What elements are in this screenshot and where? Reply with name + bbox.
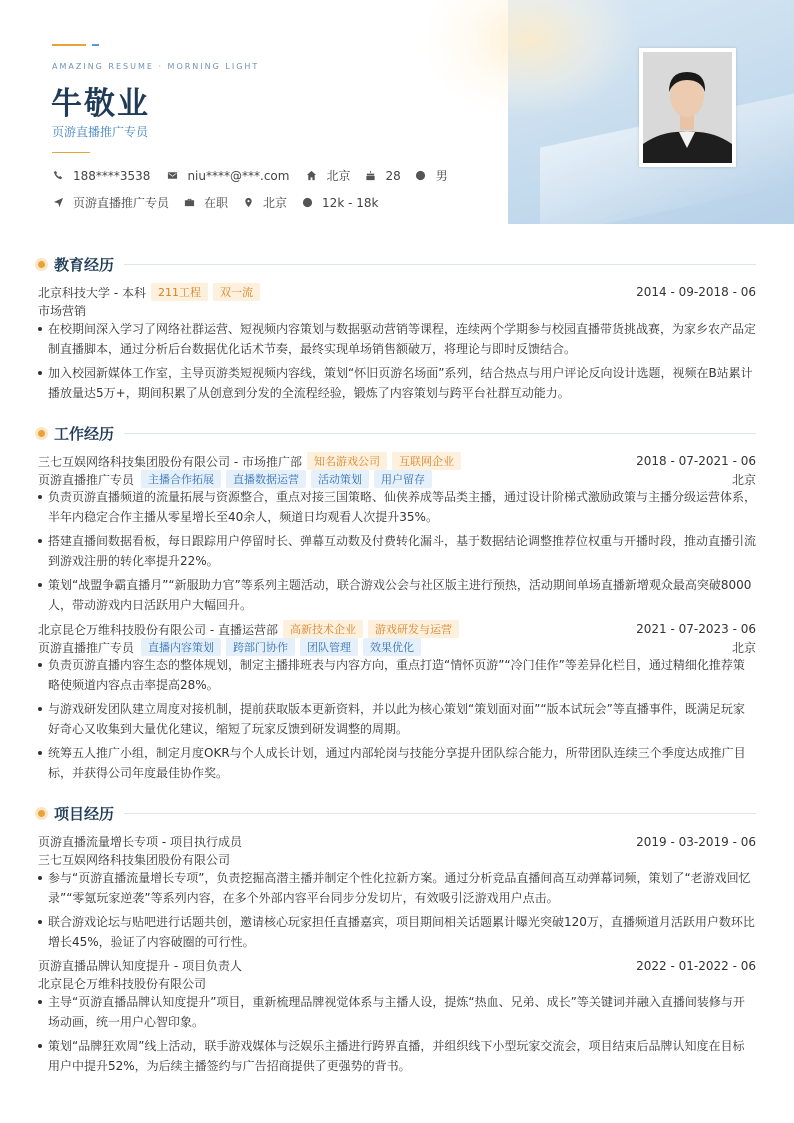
money-icon	[301, 197, 313, 209]
project-date: 2019 - 03-2019 - 06	[636, 834, 756, 849]
send-icon	[52, 197, 64, 209]
section-rule	[124, 433, 756, 434]
projects-section-header	[38, 803, 756, 824]
project-date: 2022 - 01-2022 - 06	[636, 958, 756, 973]
candidate-name: 牛敬业	[51, 86, 150, 122]
intent-city-text: 北京	[263, 196, 288, 210]
major	[38, 302, 756, 319]
phone-item	[52, 169, 150, 183]
project-bullet: 策划“品牌狂欢周”线上活动，联手游戏媒体与泛娱乐主播进行跨界直播，并组织线下小型玩家交流会，项目结束后品牌认知度在目标用户中提升52%，为后续主播签约与广告招商提供了更强势的背书。	[38, 1036, 756, 1076]
phone-icon	[52, 170, 64, 182]
intent-position-text: 页游直播推广专员	[73, 196, 170, 210]
job-role-row	[38, 638, 756, 656]
tagline: AMAZING RESUME · MORNING LIGHT	[52, 62, 260, 71]
job-title: 页游直播推广专员	[52, 125, 149, 139]
job-intent-row	[52, 194, 392, 211]
cake-icon	[364, 170, 376, 182]
job-bullet: 统筹五人推广小组，制定月度OKR与个人成长计划，通过内部轮岗与技能分享提升团队综合能力，所带团队连续三个季度达成推广目标，并获得公司年度最佳协作奖。	[38, 743, 756, 783]
work-section-header	[38, 423, 756, 444]
company-tag: 互联网企业	[392, 452, 461, 470]
intent-city-item	[242, 194, 287, 211]
job-date: 2018 - 07-2021 - 06	[636, 454, 756, 468]
work-heading: 工作经历	[54, 425, 115, 443]
job-bullet: 负责页游直播频道的流量拓展与资源整合，重点对接三国策略、仙侠养成等品类主播，通过设计阶梯式激励政策与主播分级运营体系，半年内稳定合作主播从零星增长至40余人，频道日均观看人次提升35%。	[38, 487, 756, 527]
skill-tag: 直播数据运营	[226, 470, 306, 488]
age-item	[364, 169, 400, 183]
company-name: 北京昆仑万维科技股份有限公司 - 直播运营部	[38, 622, 278, 637]
major-text: 市场营销	[38, 304, 87, 318]
project-org	[38, 851, 756, 868]
job-role: 页游直播推广专员	[38, 640, 135, 655]
city-item	[305, 167, 350, 184]
skill-tag: 用户留存	[374, 470, 432, 488]
school-tag: 双一流	[213, 283, 260, 301]
project-org-text: 北京昆仑万维科技股份有限公司	[38, 977, 207, 991]
gender-icon	[415, 170, 427, 182]
project-bullet: 主导“页游直播品牌认知度提升”项目，重新梳理品牌视觉体系与主播人设，提炼“热血、兄弟、成长”等关键词并融入直播间装修与开场动画，统一用户心智印象。	[38, 992, 756, 1032]
salary-item	[301, 196, 378, 210]
education-heading: 教育经历	[54, 256, 115, 274]
job-bullet: 负责页游直播内容生态的整体规划，制定主播排班表与内容方向，重点打造“情怀页游”“冷门佳作”等差异化栏目，通过精细化推荐策略使频道内容点击率提高28%。	[38, 655, 756, 695]
project-header	[38, 957, 756, 974]
section-bullet	[38, 261, 45, 268]
section-bullet	[38, 430, 45, 437]
home-icon	[305, 170, 317, 182]
section-rule	[124, 264, 756, 265]
header-glow	[420, 0, 640, 120]
accent-lines	[52, 34, 99, 53]
mail-icon	[166, 170, 178, 182]
gender-item	[415, 167, 448, 184]
divider	[52, 152, 90, 153]
skill-tag: 主播合作拓展	[141, 470, 221, 488]
school-name: 北京科技大学 - 本科	[38, 285, 146, 300]
gender-text: 男	[435, 169, 448, 183]
job-header	[38, 620, 756, 638]
job-city: 北京	[731, 472, 756, 487]
job-bullet: 与游戏研发团队建立周度对接机制，提前获取版本更新资料，并以此为核心策划“策划面对面”“版本试玩会”等直播事件，既满足玩家好奇心又收集到大量优化建议，缩短了玩家反馈到研发调整的周期。	[38, 699, 756, 739]
education-bullet: 在校期间深入学习了网络社群运营、短视频内容策划与数据驱动营销等课程，连续两个学期参与校园直播带货挑战赛，为家乡农产品定制直播脚本，通过分析后台数据优化话术节奏，最终实现单场销售额破万，将理论与即时反馈结合。	[38, 319, 756, 359]
email-text: niu****@***.com	[187, 168, 290, 183]
project-header	[38, 833, 756, 850]
project-bullet: 联合游戏论坛与贴吧进行话题共创，邀请核心玩家担任直播嘉宾，项目期间相关话题累计曝光突破120万，直播频道月活跃用户数环比增长45%，验证了内容破圈的可行性。	[38, 912, 756, 952]
job-bullet: 策划“战盟争霸直播月”“新服助力官”等系列主题活动，联合游戏公会与社区版主进行预热，活动期间单场直播新增观众最高突破8000人，带动游戏内日活跃用户大幅回升。	[38, 575, 756, 615]
company-tag: 知名游戏公司	[307, 452, 387, 470]
profile-photo	[643, 52, 732, 163]
skill-tag: 效果优化	[363, 638, 421, 656]
skill-tag: 跨部门协作	[226, 638, 295, 656]
section-bullet	[38, 810, 45, 817]
job-header	[38, 452, 756, 470]
salary-text: 12k - 18k	[322, 195, 379, 210]
location-icon	[242, 197, 254, 209]
resume-header	[0, 0, 794, 224]
job-date: 2021 - 07-2023 - 06	[636, 622, 756, 636]
job-role-row	[38, 470, 756, 488]
skill-tag: 活动策划	[311, 470, 369, 488]
briefcase-icon	[183, 197, 195, 209]
education-section-header	[38, 254, 756, 275]
project-org	[38, 975, 756, 992]
skill-tag: 直播内容策划	[141, 638, 221, 656]
job-role: 页游直播推广专员	[38, 472, 135, 487]
project-title: 页游直播流量增长专项 - 项目执行成员	[38, 835, 242, 849]
company-tag: 高新技术企业	[283, 620, 363, 638]
age-text: 28	[385, 168, 401, 183]
city-text: 北京	[326, 169, 351, 183]
email-item	[166, 169, 289, 183]
projects-heading: 项目经历	[54, 805, 115, 823]
skill-tag: 团队管理	[300, 638, 358, 656]
status-text: 在职	[204, 196, 229, 210]
education-date: 2014 - 09-2018 - 06	[636, 285, 756, 299]
status-item	[183, 194, 228, 211]
intent-position-item	[52, 194, 169, 211]
school-tag: 211工程	[151, 283, 208, 301]
contact-row	[52, 167, 462, 184]
company-name: 三七互娱网络科技集团股份有限公司 - 市场推广部	[38, 454, 302, 469]
education-bullet: 加入校园新媒体工作室，主导页游类短视频内容线，策划“怀旧页游名场面”系列，结合热点与用户评论反向设计选题，视频在B站累计播放量达5万+，期间积累了从创意到分发的全流程经验，锻炼了内容策划与跨平台社群互动能力。	[38, 363, 756, 403]
project-bullet: 参与“页游直播流量增长专项”，负责挖掘高潜主播并制定个性化拉新方案。通过分析竞品直播间高互动弹幕词频，策划了“老游戏回忆录”“零氪玩家逆袭”等系列内容，在多个外部内容平台同步分发切片，有效吸引泛游戏用户点击。	[38, 868, 756, 908]
job-city: 北京	[731, 640, 756, 655]
profile-photo-frame	[639, 48, 736, 167]
company-tag: 游戏研发与运营	[368, 620, 459, 638]
project-org-text: 三七互娱网络科技集团股份有限公司	[38, 853, 231, 867]
education-row	[38, 283, 756, 301]
job-bullet: 搭建直播间数据看板，每日跟踪用户停留时长、弹幕互动数及付费转化漏斗，基于数据结论调整推荐位权重与开播时段，推动直播引流到游戏注册的转化率提升22%。	[38, 531, 756, 571]
project-title: 页游直播品牌认知度提升 - 项目负责人	[38, 959, 242, 973]
section-rule	[124, 813, 756, 814]
phone-text: 188****3538	[73, 168, 151, 183]
